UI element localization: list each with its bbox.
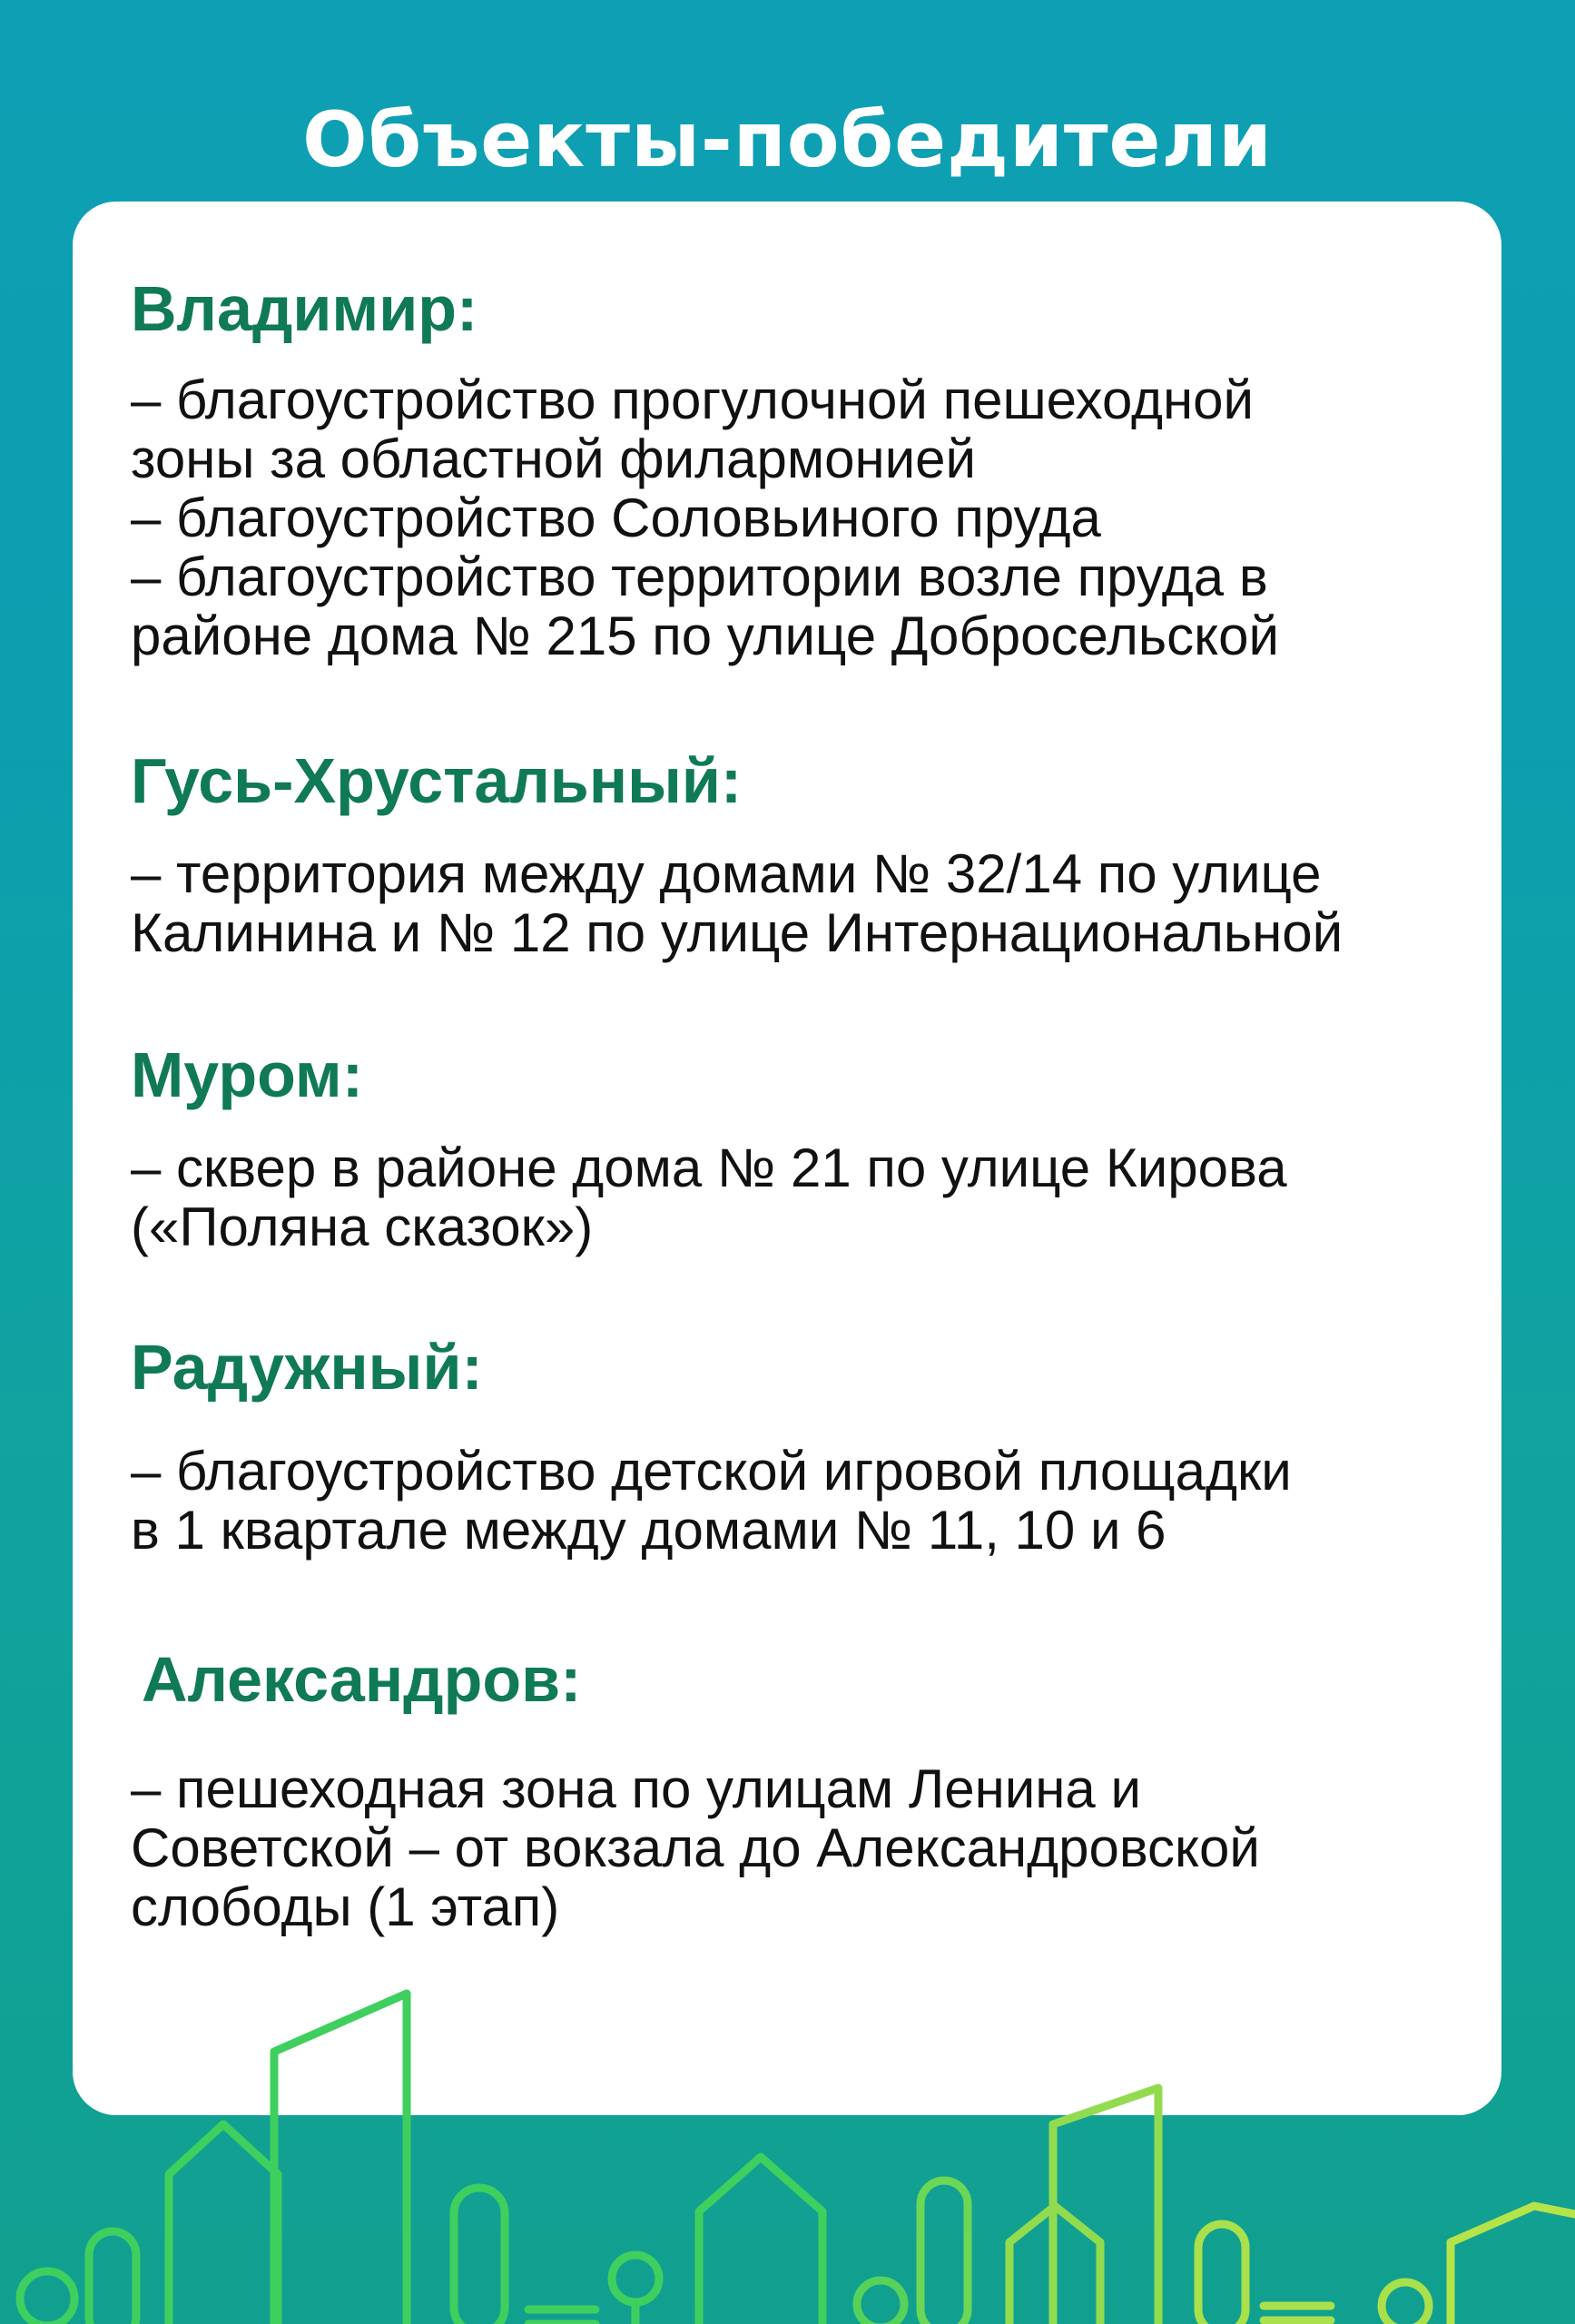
page-title: Объекты-победители	[302, 95, 1273, 185]
skyline-tree	[612, 2255, 659, 2302]
skyline-tree	[1382, 2282, 1429, 2324]
skyline-house	[699, 2157, 822, 2324]
skyline-house	[169, 2124, 278, 2324]
city-items: – благоустройство прогулочной пешеходной зоны за областной филармонией – благоустройство Соловьиного пруда – благоустройство территории возле пруда в районе дома № 215 по улице Добросельской	[131, 369, 1279, 666]
city-heading: Владимир:	[131, 273, 478, 344]
skyline-tree	[1198, 2224, 1245, 2324]
city-heading: Муром:	[131, 1039, 364, 1110]
skyline-tree	[920, 2181, 968, 2324]
city-heading: Радужный:	[131, 1332, 483, 1403]
winners-card	[73, 202, 1501, 2115]
skyline-tree	[454, 2188, 505, 2324]
city-items: – территория между домами № 32/14 по улице Калинина и № 12 по улице Интернациональной	[131, 843, 1344, 963]
city-items: – пешеходная зона по улицам Ленина и Советской – от вокзала до Александровской слободы (1 этап)	[131, 1758, 1260, 1937]
city-skyline-illustration	[0, 1943, 1575, 2324]
skyline-building	[274, 1994, 407, 2324]
skyline-tree	[857, 2280, 904, 2324]
city-heading: Гусь-Хрустальный:	[131, 745, 743, 816]
skyline-building	[1451, 2206, 1575, 2324]
city-items: – сквер в районе дома № 21 по улице Кирова («Поляна сказок»)	[131, 1137, 1287, 1257]
skyline-tree	[89, 2231, 136, 2324]
skyline-building	[1053, 2088, 1158, 2324]
city-items: – благоустройство детской игровой площадки в 1 квартале между домами № 11, 10 и 6	[131, 1441, 1292, 1561]
skyline-tree	[20, 2271, 74, 2324]
city-heading: Александров:	[142, 1644, 582, 1715]
